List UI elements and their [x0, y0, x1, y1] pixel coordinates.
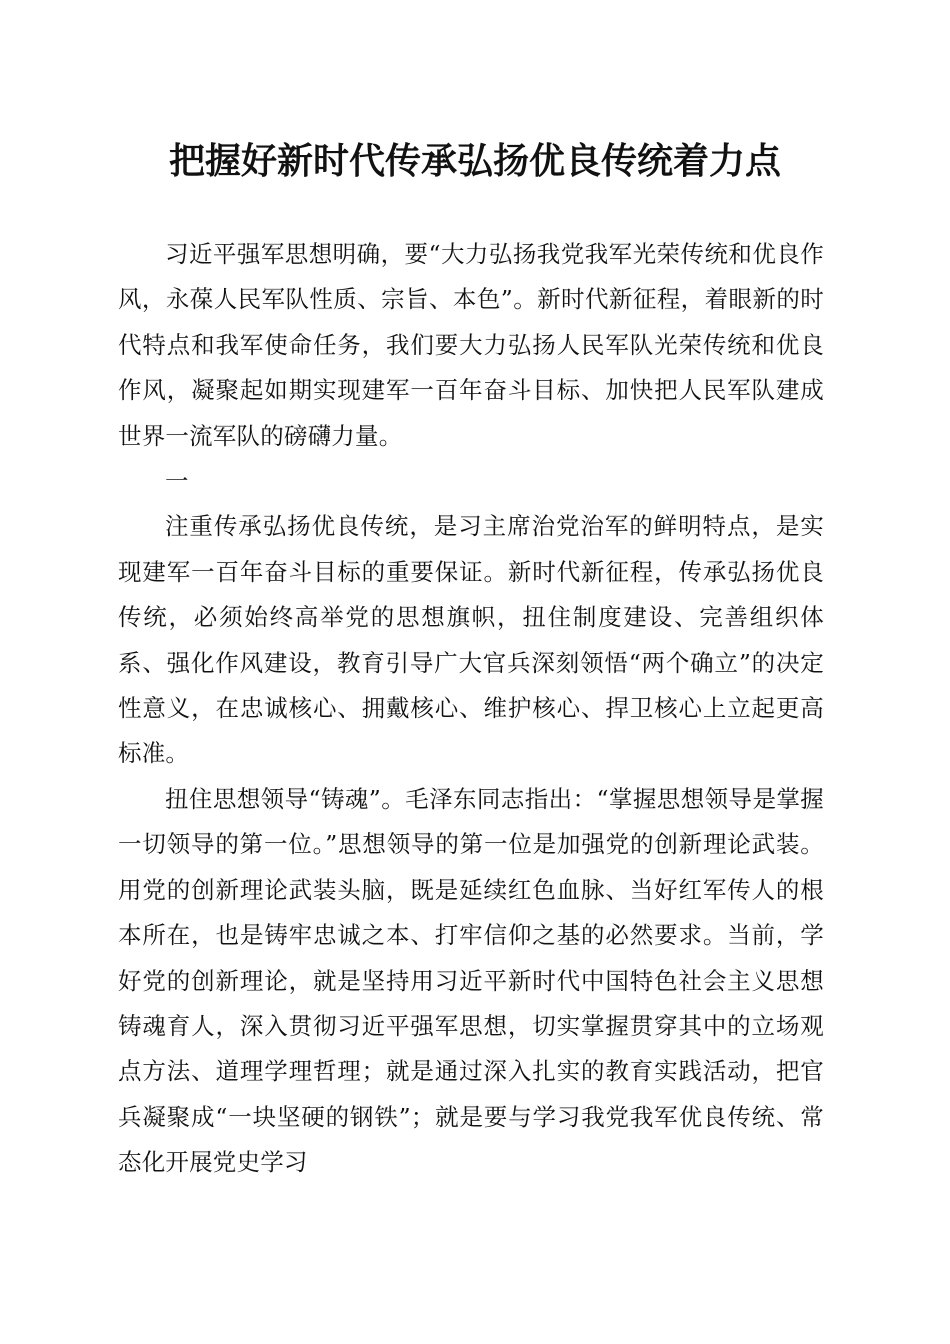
section-number: 一: [165, 467, 189, 496]
page-title: 把握好新时代传承弘扬优良传统着力点: [168, 140, 781, 182]
document-body: [118, 232, 824, 1186]
paragraph-thought-leadership: 扭住思想领导“铸魂”。毛泽东同志指出：“掌握思想领导是掌握一切领导的第一位。”思想领导的第一位是加强党的创新理论武装。用党的创新理论武装头脑，既是延续红色血脉、当好红军传人的根本所在，也是铸牢忠诚之本、打牢信仰之基的必然要求。当前，学好党的创新理论，就是坚持用习近平新时代中国特色社会主义思想铸魂育人，深入贯彻习近平强军思想，切实掌握贯穿其中的立场观点方法、道理学理哲理；就是通过深入扎实的教育实践活动，把官兵凝聚成“一块坚硬的钢铁”；就是要与学习我党我军优良传统、常态化开展党史学习: [118, 784, 824, 1177]
paragraph-intro: 习近平强军思想明确，要“大力弘扬我党我军光荣传统和优良作风，永葆人民军队性质、宗旨、本色”。新时代新征程，着眼新的时代特点和我军使命任务，我们要大力弘扬人民军队光荣传统和优良作风，凝聚起如期实现建军一百年奋斗目标、加快把人民军队建成世界一流军队的磅礴力量。: [118, 240, 824, 450]
paragraph-section-one: 注重传承弘扬优良传统，是习主席治党治军的鲜明特点，是实现建军一百年奋斗目标的重要保证。新时代新征程，传承弘扬优良传统，必须始终高举党的思想旗帜，扭住制度建设、完善组织体系、强化作风建设，教育引导广大官兵深刻领悟“两个确立”的决定性意义，在忠诚核心、拥戴核心、维护核心、捍卫核心上立起更高标准。: [118, 512, 824, 768]
